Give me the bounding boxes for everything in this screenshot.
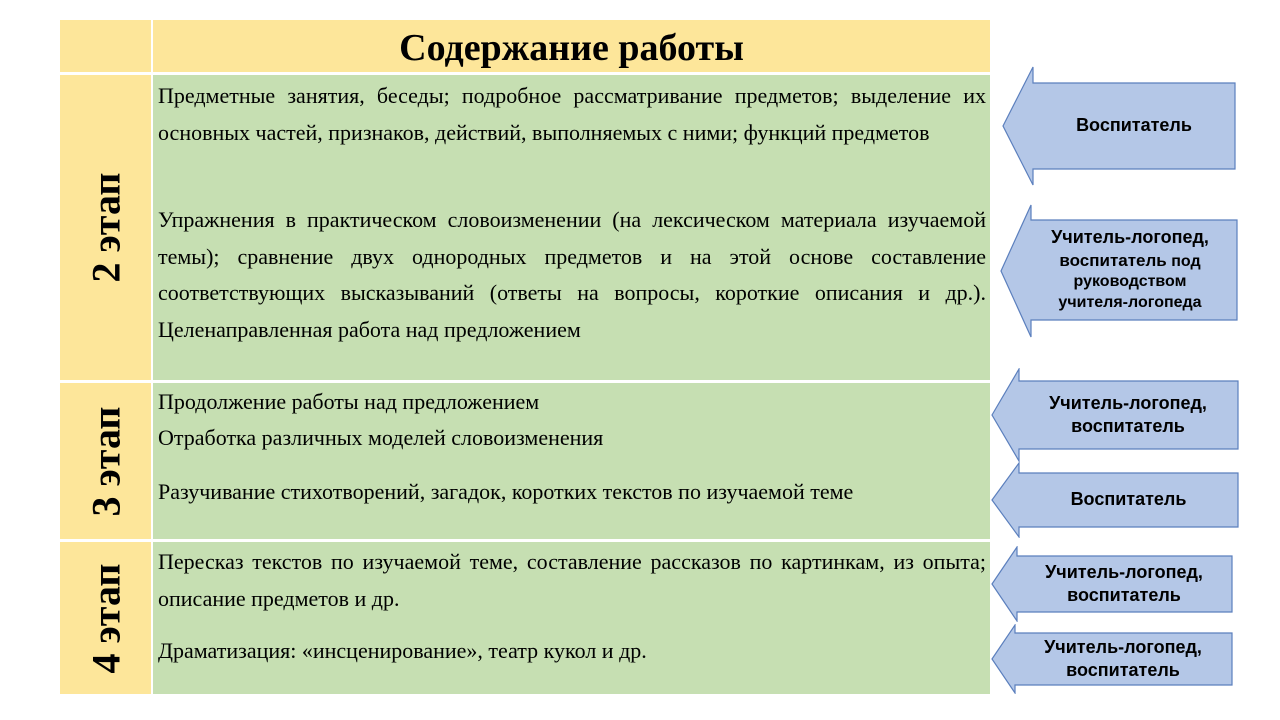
stage-4-paragraph-2: Драматизация: «инсценирование», театр кукол и др. [158,638,647,663]
arrow-callout-6 [991,624,1235,694]
stage-3-paragraph-3: Разучивание стихотворений, загадок, коротких текстов по изучаемой теме [158,479,854,504]
arrow-2-line-1: Учитель-логопед, [1051,227,1209,248]
stage-4-paragraph-1: Пересказ текстов по изучаемой теме, составление рассказов по картинкам, из опыта; описание предметов и др. [158,549,986,611]
arrow-6-line-1: Учитель-логопед, [1044,636,1202,657]
arrow-3-line-2: воспитатель [1071,416,1185,436]
arrow-2-line-4: учителя-логопеда [1058,294,1202,312]
stage-2-label: 2 этап [83,172,129,283]
stage-3-paragraph-1: Продолжение работы над предложением [158,389,540,414]
arrow-1-text: Воспитатель [1076,115,1192,136]
stage-4-label: 4 этап [83,563,129,673]
header-corner-cell [60,20,151,72]
arrow-2-line-2: воспитатель [1059,250,1167,270]
stage-2-label-cell [60,75,151,380]
arrow-2-line-2b: под [1166,252,1201,270]
arrow-2-line-3: руководством [1073,273,1187,291]
arrow-callout-5 [991,546,1235,622]
table-title: Содержание работы [153,20,990,72]
stage-3-label: 3 этап [83,406,129,516]
stage-3-paragraph-2: Отработка различных моделей словоизменения [158,425,604,450]
stage-2-paragraph-2: Упражнения в практическом словоизменении (на лексическом материала изучаемой темы); сравнение двух однородных предметов и на этой основе составление соответствующих высказываний (ответы на вопросы, короткие описания и др.). Целенаправленная работа над предложением [158,207,986,342]
arrow-callout-2 [1000,204,1240,338]
arrow-callout-4 [991,462,1241,538]
arrow-5-line-1: Учитель-логопед, [1045,561,1203,582]
arrow-5-line-2: воспитатель [1067,585,1181,605]
stage-2-paragraph-1: Предметные занятия, беседы; подробное рассматривание предметов; выделение их основных частей, признаков, действий, выполняемых с ними; функций предметов [158,83,986,145]
arrow-4-text: Воспитатель [1070,489,1187,510]
arrow-3-line-1: Учитель-логопед, [1049,392,1207,413]
stage-3-label-cell [60,383,151,539]
arrow-6-line-2: воспитатель [1066,660,1180,680]
arrow-callout-1 [1002,66,1238,186]
stage-4-label-cell [60,542,151,694]
arrow-callout-3 [991,368,1241,462]
